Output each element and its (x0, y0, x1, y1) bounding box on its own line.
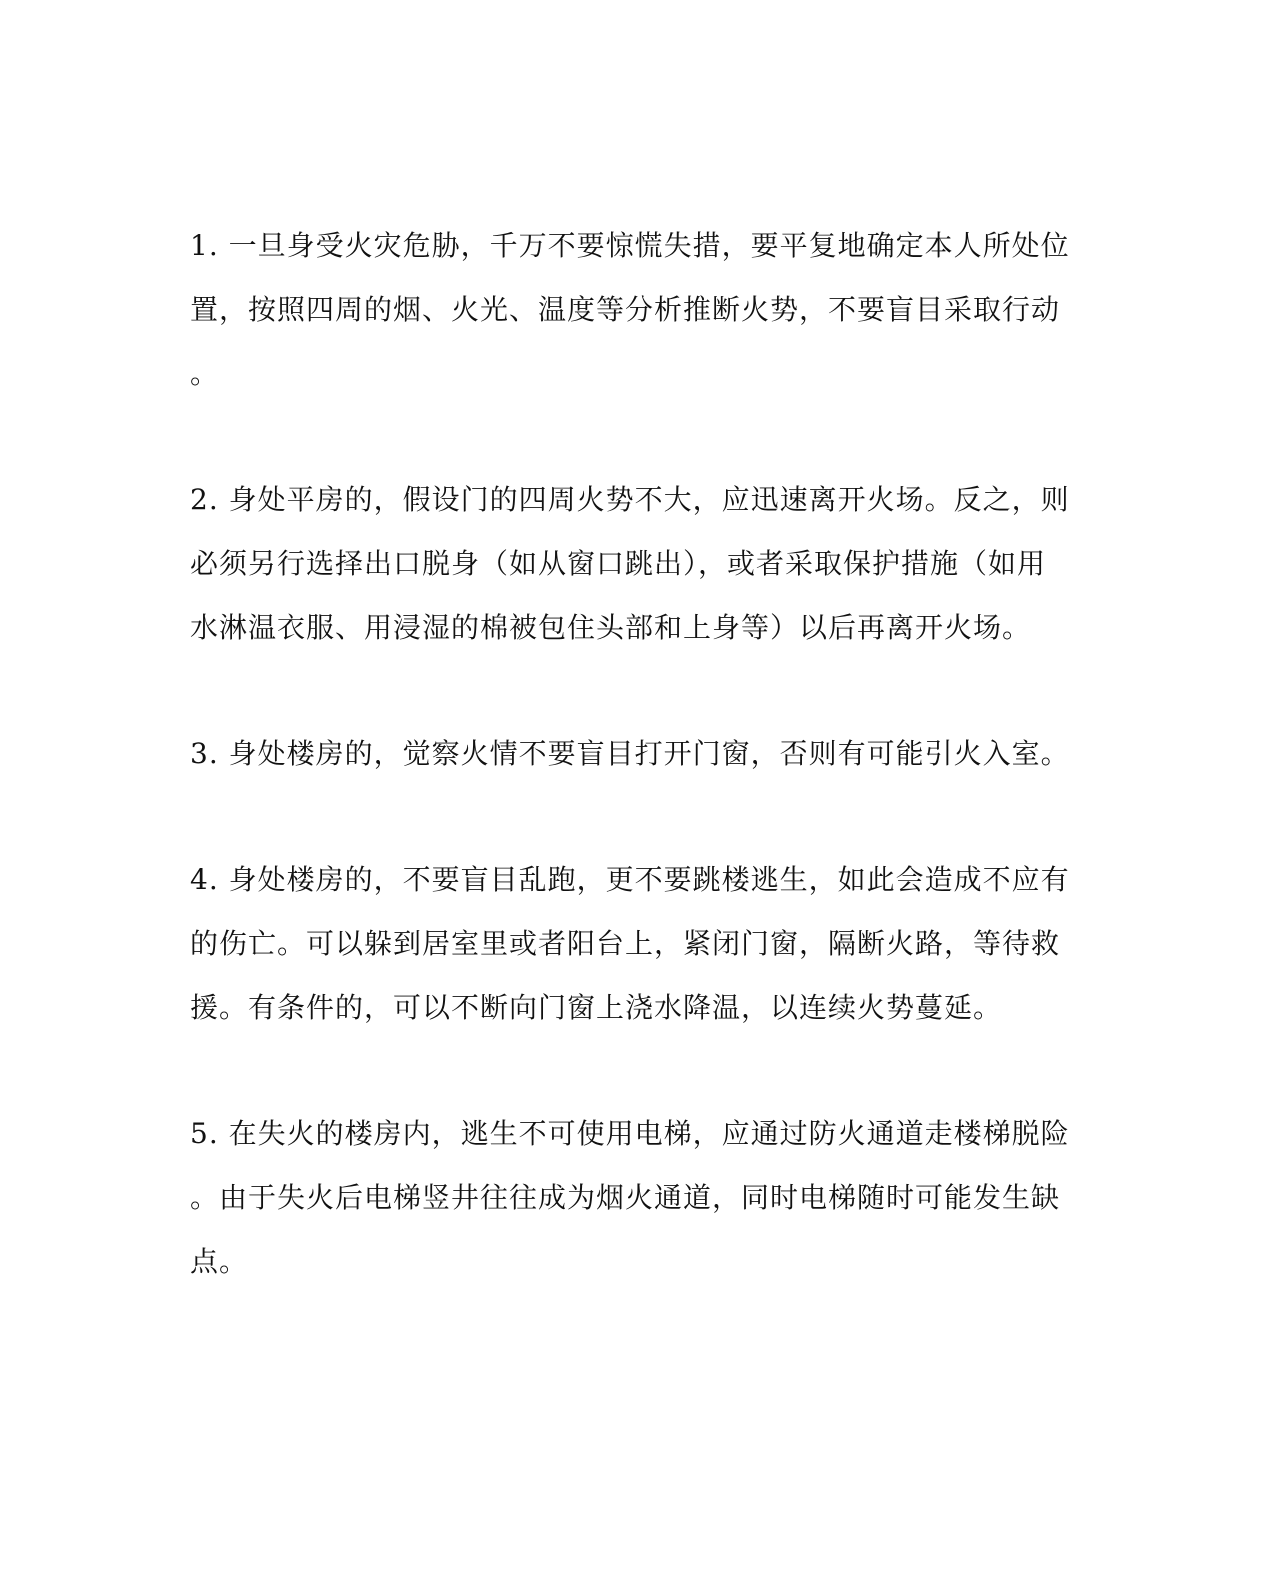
paragraph-line: 。由于失火后电梯竖井往往成为烟火通道，同时电梯随时可能发生缺 (190, 1181, 1061, 1214)
paragraph-line: 3. 身处楼房的，觉察火情不要盲目打开门窗，否则有可能引火入室。 (190, 737, 1070, 770)
paragraph-line: 援。有条件的，可以不断向门窗上浇水降温，以连续火势蔓延。 (190, 991, 1003, 1024)
paragraph-1 (190, 214, 1070, 406)
paragraph-2 (190, 468, 1070, 660)
paragraph-3 (190, 722, 1070, 786)
paragraph-5 (190, 1102, 1070, 1294)
paragraph-4 (190, 848, 1070, 1040)
paragraph-line: 必须另行选择出口脱身（如从窗口跳出），或者采取保护措施（如用 (190, 547, 1047, 580)
paragraph-line: 点。 (190, 1245, 249, 1278)
paragraph-line: 5. 在失火的楼房内，逃生不可使用电梯，应通过防火通道走楼梯脱险 (190, 1117, 1070, 1150)
paragraph-line: 的伤亡。可以躲到居室里或者阳台上，紧闭门窗，隔断火路，等待救 (190, 927, 1061, 960)
paragraph-line: 4. 身处楼房的，不要盲目乱跑，更不要跳楼逃生，如此会造成不应有 (190, 863, 1070, 896)
paragraph-line: 。 (190, 357, 220, 390)
paragraph-line: 水淋温衣服、用浸湿的棉被包住头部和上身等）以后再离开火场。 (190, 611, 1032, 644)
paragraph-line: 1. 一旦身受火灾危胁，千万不要惊慌失措，要平复地确定本人所处位 (190, 229, 1070, 262)
paragraph-line: 2. 身处平房的，假设门的四周火势不大，应迅速离开火场。反之，则 (190, 483, 1070, 516)
paragraph-line: 置，按照四周的烟、火光、温度等分析推断火势，不要盲目采取行动 (190, 293, 1061, 326)
document-page (190, 214, 1070, 1356)
